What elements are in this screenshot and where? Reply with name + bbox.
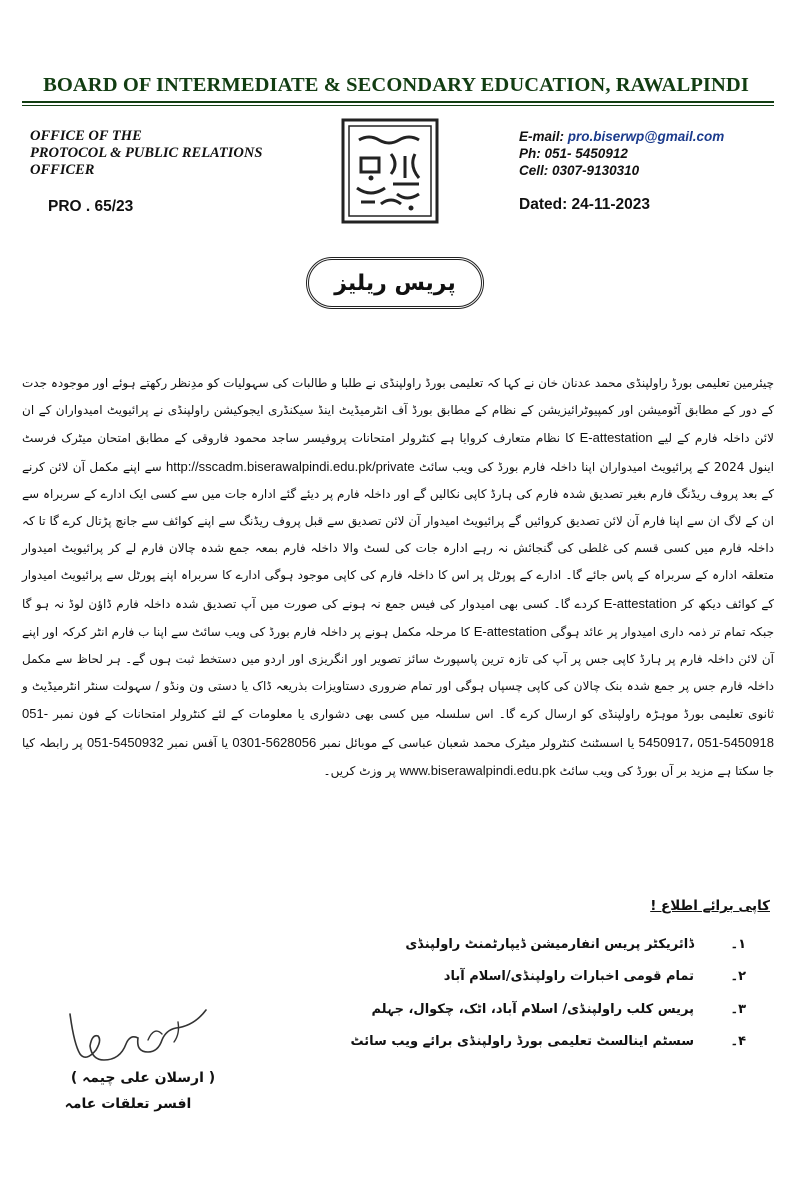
list-item [330,961,746,994]
e-attestation-term-3: E-attestation [473,623,547,639]
controller-phones: 051-5450917، 051-5450918 [22,706,774,750]
office-line-1: OFFICE OF THE [30,128,142,144]
cell-line [519,162,779,179]
list-item [330,993,746,1026]
cell-label: Cell: [519,163,549,178]
body-part-9: پر وزٹ کریں۔ [323,763,396,778]
email-line [519,128,779,145]
office-line-2: PROTOCOL & PUBLIC RELATIONS [30,145,263,161]
body-part-7: یا آفس نمبر [167,735,229,750]
office-phone: 051-5450932 [86,734,164,750]
office-block [30,128,310,179]
board-website-url[interactable]: www.biserawalpindi.edu.pk [399,762,556,778]
body-part-6: یا اسسٹنٹ کنٹرولر میٹرک محمد شعبان عباسی کے موبائل نمبر [320,735,635,750]
body-part-4: کردے گا۔ کسی بھی امیدوار کی فیس جمع نہ ہونے کی صورت میں آپ تصدیق شدہ داخلہ فارم ڈاؤن لوڈ نہ ہو گا جبکہ تمام تر ذمہ داری امیدوار پر عائد ہوگی [22,596,774,639]
copy-for-info-heading: کاپی برائے اطلاع ! [650,898,770,914]
phone-label: Ph: [519,146,541,161]
list-item-text: تمام قومی اخبارات راولپنڈی/اسلام آباد [443,969,694,985]
pro-number: PRO . 65/23 [48,198,134,215]
e-attestation-term-2: E-attestation [603,595,677,611]
list-item-number: ۴۔ [730,1034,746,1050]
title-underline-thin [22,105,774,106]
board-seal-icon [341,118,439,224]
list-item-number: ۳۔ [730,1001,746,1017]
dated-line [519,196,650,214]
phone-value: 051- 5450912 [544,146,628,161]
body-part-3: سے اپنے مکمل آن لائن کرنے کے بعد پروف ریڈنگ فارم بغیر تصدیق شدہ فارم کی ہارڈ کاپی نکالیں گے اور داخلہ فارم پر دیئے گئے ادارہ جات میں سے کسی ایک ادارے کے سربراہ سے ان کے لاگ ان سے اپنا فارم آن لائن تصدیق کروائیں گے پرائیویٹ امیدوار آن لائن تصدیق سے قبل پروف ریڈنگ سے اپنے کوائف سے جانچ پڑتال کرے گا تا کہ داخلہ فارم میں کسی قسم کی غلطی کی گنجائش نہ رہے ادارہ جات کی لسٹ والا داخلہ فارم بمعہ جمع شدہ چالان فارم لے کر پرائیویٹ امیدوار متعلقہ ادارہ کے سربراہ کے پاس جائے گا۔ ادارے کے پورٹل پر اس کا داخلہ فارم کی کاپی موجود ہوگی ادارے کا سربراہ اپنے پورٹل سے پرائیویٹ امیدوار کے کوائف دیکھ کر [22,459,774,611]
assistant-mobile: 0301-5628056 [232,734,317,750]
press-release-body [22,370,774,785]
copy-for-info-list [330,928,746,1058]
list-item-number: ۲۔ [730,969,746,985]
press-release-title: پریس ریلیز [306,257,484,309]
list-item-text: پریس کلب راولپنڈی/ اسلام آباد، اٹک، چکوال، جہلم [371,1001,694,1017]
dated-value: 24-11-2023 [571,196,650,213]
title-underline [22,101,774,103]
body-part-5: کا مرحلہ مکمل ہونے پر داخلہ فارم بورڈ کی ویب سائٹ سے اپنا ب فارم انٹر کرکہ اور اپنے آن لائن داخلہ فارم پر ہارڈ کاپی جس پر آپ کی تازہ ترین پاسپورٹ سائز تصویر اور انگریزی اور اردو میں دستخط ثبت ہوں گے۔ ہر لحاظ سے مکمل داخلہ فارم جس پر جمع شدہ بنک چالان کی کاپی چسپاں ہوگی اور تمام ضروری دستاویزات بذریعہ ڈاک یا دستی ون ونڈو / سہولت سنٹر انٹرمیڈیٹ و ثانوی تعلیمی بورڈ موہڑہ راولپنڈی کو ارسال کرے گا۔ اس سلسلہ میں کسی بھی دشواری یا معلومات کے لئے کنٹرولر امتحانات کے فون نمبر [22,624,774,722]
signature-icon [52,1000,242,1070]
signatory-title: افسر تعلقات عامہ [64,1096,192,1112]
body-part-1: چیئرمین تعلیمی بورڈ راولپنڈی محمد عدنان خان نے کہا کہ تعلیمی بورڈ راولپنڈی نے طلبا و طالبات کی سہولیات کو مدِنظر رکھتے ہوئے اور موجودہ جدت کے دور کے مطابق آٹومیشن اور کمپیوٹرائیزیشن کے نظام کے مطابق بورڈ آف انٹرمیڈیٹ اینڈ سیکنڈری ایجوکیشن راولپنڈی نے پرائیویٹ امیدواران کے ان لائن داخلہ فارم کے لیے [22,376,774,446]
dated-label: Dated: [519,196,568,213]
e-attestation-term-1: E-attestation [579,430,653,446]
body-part-2: کا نظام متعارف کروایا ہے کنٹرولر امتحانات پروفیسر ساجد محمود فاروقی کے مطابق امتحان میٹرک فرسٹ اینول 2024 کے پرائیویٹ امیدواران اپنا داخلہ فارم بورڈ کی ویب سائٹ [22,431,775,474]
office-line-3: OFFICER [30,162,95,178]
list-item-number: ۱۔ [730,936,746,952]
email-label: E-mail: [519,129,565,144]
list-item [330,928,746,961]
email-link[interactable]: pro.biserwp@gmail.com [567,129,725,144]
contact-block [519,128,779,179]
signatory-name: ( ارسلان علی چیمہ ) [70,1070,216,1086]
body-part-8: پر رابطہ کیا جا سکتا ہے مزید بر آں بورڈ کی ویب سائٹ [22,735,774,778]
list-item-text: ڈائریکٹر پریس انفارمیشن ڈیپارٹمنٹ راولپنڈی [405,936,694,952]
private-admission-url[interactable]: http://sscadm.biserawalpindi.edu.pk/private [166,458,415,474]
list-item-text: سسٹم اینالسٹ تعلیمی بورڈ راولپنڈی برائے ویب سائٹ [350,1034,694,1050]
list-item [330,1026,746,1059]
phone-line [519,145,779,162]
cell-value: 0307-9130310 [552,163,640,178]
board-title: BOARD OF INTERMEDIATE & SECONDARY EDUCATION, RAWALPINDI [43,74,749,96]
